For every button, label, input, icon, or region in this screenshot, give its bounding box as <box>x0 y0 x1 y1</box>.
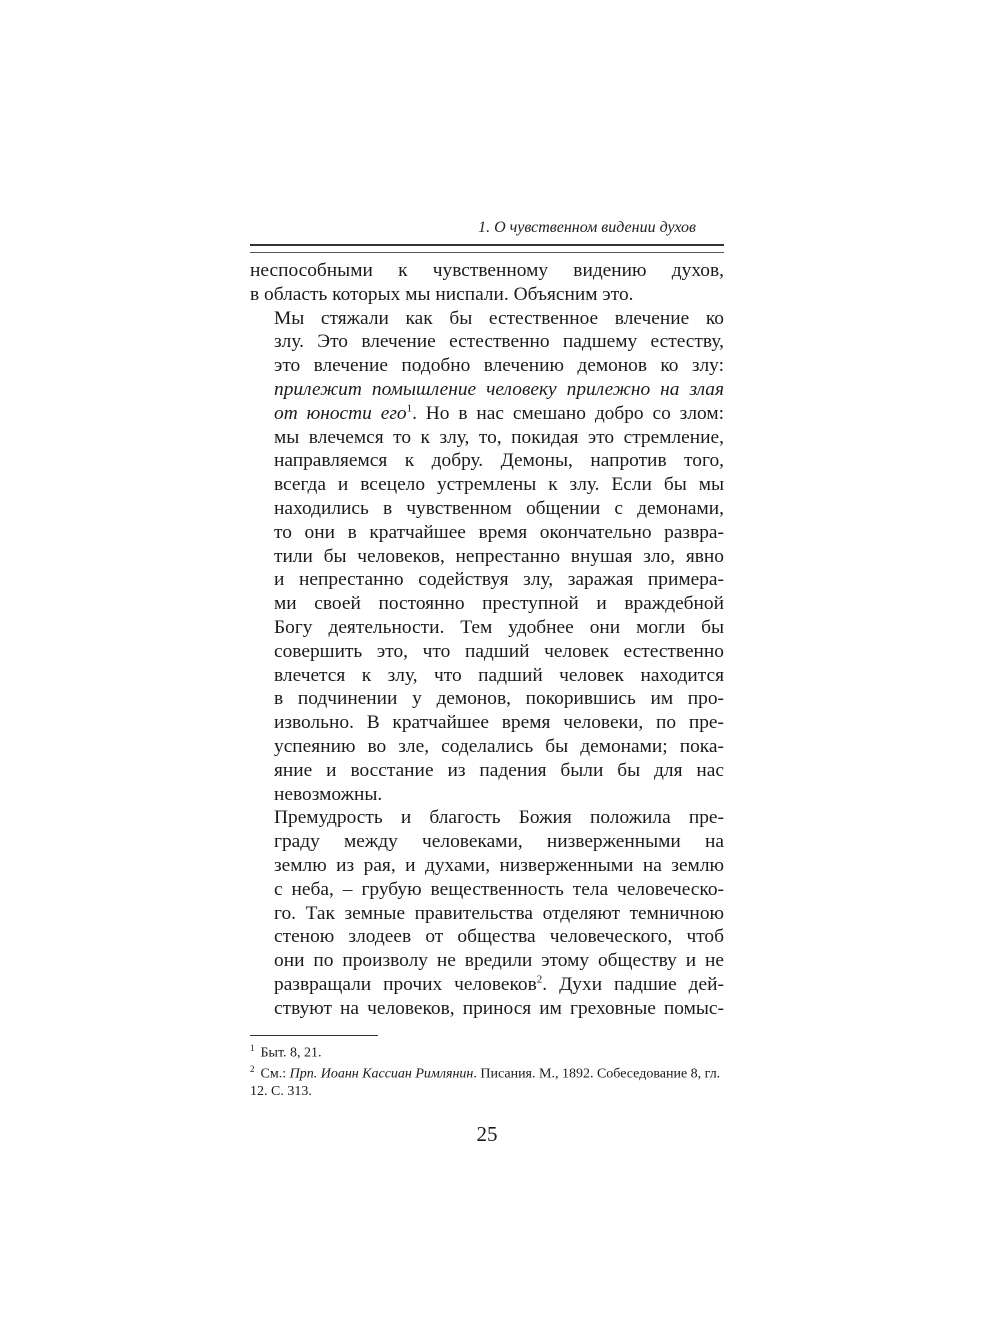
book-page <box>250 218 724 1146</box>
text-line <box>250 545 724 569</box>
paragraph <box>250 307 724 807</box>
line-text: стеною злодеев от общества человеческого, чтоб <box>274 926 724 948</box>
text-line <box>250 806 724 830</box>
line-text: в область которых мы ниспали. Объясним это. <box>250 283 634 305</box>
text-line <box>250 759 724 783</box>
footnote <box>250 1040 724 1062</box>
footnote-prefix: См.: <box>260 1066 290 1082</box>
text-line <box>250 783 724 807</box>
line-text: землю из рая, и духами, низверженными на землю <box>274 854 724 876</box>
line-text: с неба, – грубую вещественность тела человеческо- <box>274 878 724 900</box>
line-text: Богу деятельности. Тем удобнее они могли бы <box>274 616 724 638</box>
text-line <box>250 402 724 426</box>
text-line <box>250 997 724 1021</box>
line-text: граду между человеками, низверженными на <box>274 831 724 853</box>
line-text: тили бы человеков, непрестанно внушая зло, явно <box>274 545 724 567</box>
line-text: они по произволу не вредили этому обществу и не <box>274 950 724 972</box>
footnote-author: Прп. Иоанн Кассиан Римлянин <box>289 1066 474 1082</box>
line-text: успеянию во зле, соделались бы демонами; пока- <box>274 735 724 757</box>
text-line <box>250 830 724 854</box>
text-line <box>250 854 724 878</box>
header-double-rule <box>250 244 724 253</box>
text-line <box>250 378 724 402</box>
text-line <box>250 426 724 450</box>
text-line <box>250 521 724 545</box>
footnote-text: . Писания. М., 1892. Собеседование 8, гл. 12. С. 313. <box>250 1066 721 1099</box>
text-line <box>250 330 724 354</box>
line-text: извольно. В кратчайшее время человеки, по пре- <box>274 712 724 734</box>
text-line <box>250 307 724 331</box>
line-text: и непрестанно содействуя злу, заражая примера- <box>274 569 724 591</box>
page-number: 25 <box>476 1121 498 1146</box>
line-text: это влечение подобно влечению демонов ко злу: <box>274 355 724 377</box>
text-line <box>250 949 724 973</box>
line-text: то они в кратчайшее время окончательно развра- <box>274 521 724 543</box>
line-text: Мы стяжали как бы естественное влечение ко <box>274 307 724 329</box>
line-text: го. Так земные правительства отделяют темничною <box>274 902 724 924</box>
line-text: Премудрость и благость Божия положила пре- <box>274 807 724 829</box>
footnotes <box>250 1040 724 1100</box>
running-head: 1. О чувственном видении духов <box>478 219 696 236</box>
line-text: совершить это, что падший человек естественно <box>274 640 724 662</box>
line-text: мы влечемся то к злу, то, покидая это стремление, <box>274 426 724 448</box>
line-text: влечется к злу, что падший человек находится <box>274 664 724 686</box>
text-line <box>250 592 724 616</box>
line-text: в подчинении у демонов, покорившись им про- <box>274 688 724 710</box>
text-line <box>250 711 724 735</box>
line-text: направляемся к добру. Демоны, напротив того, <box>274 450 724 472</box>
italic-quote: от юности его <box>274 402 407 424</box>
paragraph <box>250 806 724 1020</box>
text-line <box>250 735 724 759</box>
text-line <box>250 616 724 640</box>
text-line <box>250 497 724 521</box>
paragraph <box>250 259 724 307</box>
line-text: . Духи падшие дей- <box>542 973 724 995</box>
footnote <box>250 1061 724 1100</box>
line-text: . Но в нас смешано добро со злом: <box>412 402 724 424</box>
text-line <box>250 973 724 997</box>
text-line <box>250 878 724 902</box>
text-line <box>250 664 724 688</box>
line-text: ми своей постоянно преступной и враждебной <box>274 593 724 615</box>
text-line <box>250 902 724 926</box>
line-text: неспособными к чувственному видению духов, <box>250 260 724 281</box>
line-text: яние и восстание из падения были бы для нас <box>274 759 724 781</box>
footnote-ref: 2 <box>536 973 543 986</box>
line-text: ствуют на человеков, принося им греховные помыс- <box>274 997 724 1019</box>
footnote-separator <box>250 1035 378 1036</box>
text-line <box>250 640 724 664</box>
footnote-text: Быт. 8, 21. <box>260 1045 322 1061</box>
italic-quote: прилежит помышление человеку прилежно на злая <box>274 378 724 400</box>
text-line <box>250 925 724 949</box>
text-line <box>250 354 724 378</box>
text-line <box>250 283 724 307</box>
line-text: невозможны. <box>274 783 383 805</box>
footnote-ref: 1 <box>406 402 413 415</box>
footnote-mark: 2 <box>250 1064 255 1075</box>
text-line <box>250 473 724 497</box>
line-text: злу. Это влечение естественно падшему естеству, <box>274 331 724 353</box>
line-text: развращали прочих человеков <box>274 973 537 995</box>
footnote-mark: 1 <box>250 1042 255 1053</box>
text-line <box>250 449 724 473</box>
line-text: находились в чувственном общении с демонами, <box>274 497 724 519</box>
text-line <box>250 259 724 283</box>
line-text: всегда и всецело устремлены к злу. Если бы мы <box>274 474 724 496</box>
text-line <box>250 568 724 592</box>
text-line <box>250 687 724 711</box>
body-text <box>250 259 724 1021</box>
